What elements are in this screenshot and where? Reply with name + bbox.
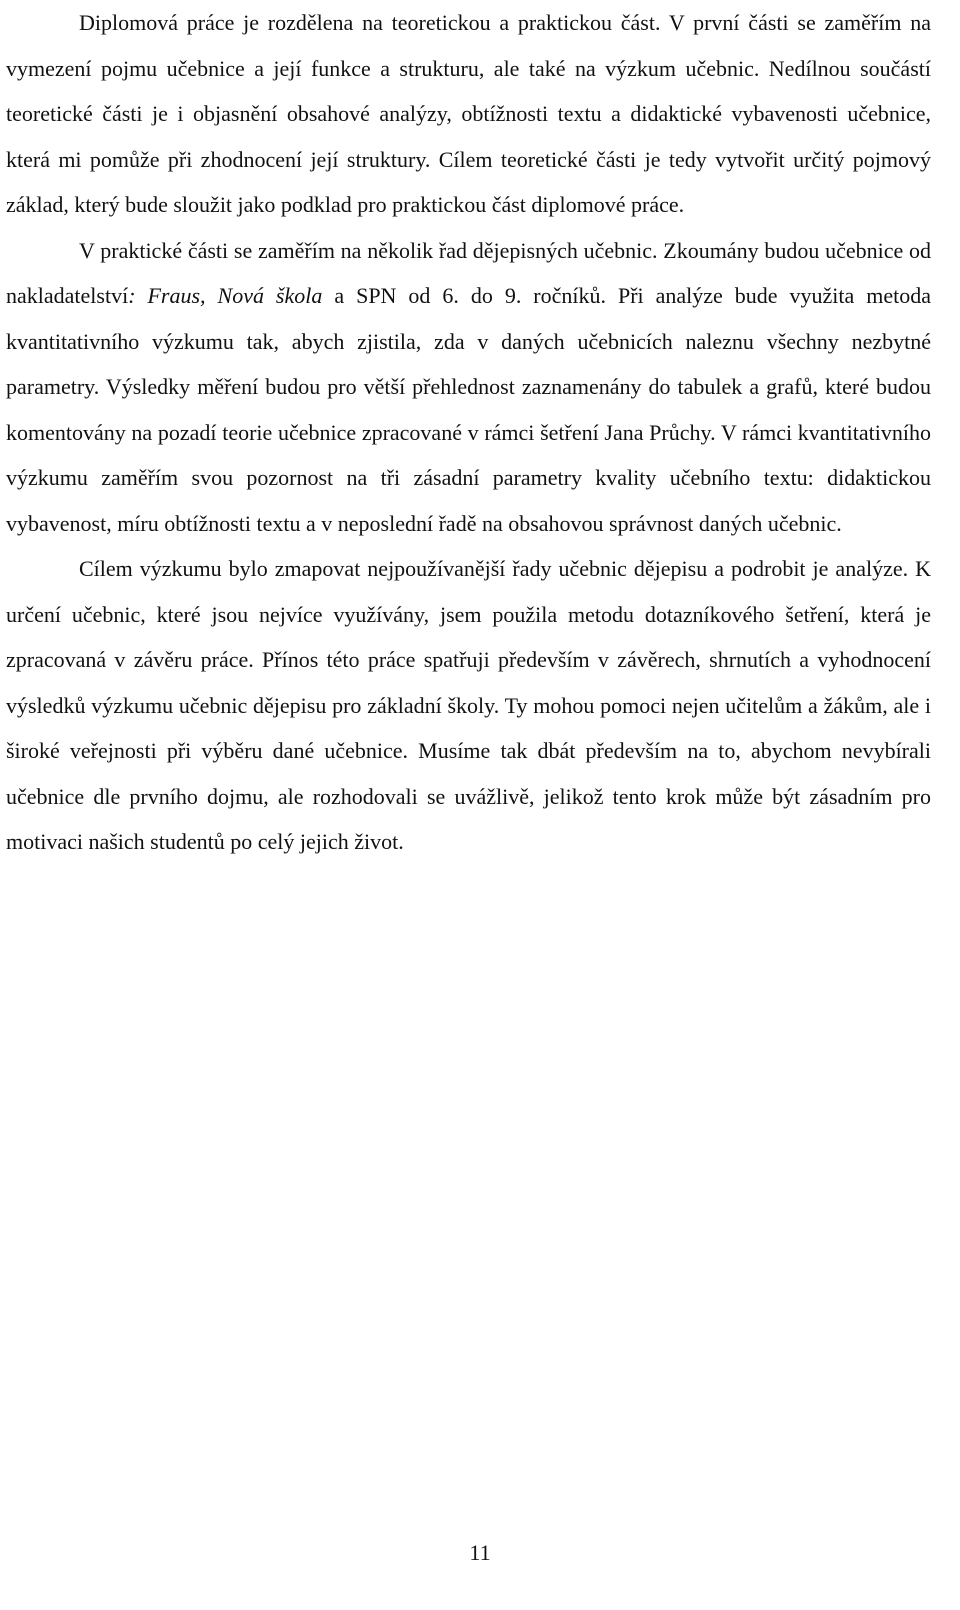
paragraph-2 xyxy=(6,228,931,547)
paragraph-1-text: Diplomová práce je rozdělena na teoretickou a praktickou část. V první části se zaměřím na vymezení pojmu učebnice a její funkce a strukturu, ale také na výzkum učebnic. Nedílnou součástí teoretické části je i objasnění obsahové analýzy, obtížnosti textu a didaktické vybavenosti učebnice, která mi pomůže při zhodnocení její struktury. Cílem teoretické části je tedy vytvořit určitý pojmový základ, který bude sloužit jako podklad pro praktickou část diplomové práce. xyxy=(6,10,931,217)
page-number: 11 xyxy=(469,1540,491,1565)
paragraph-3-text: Cílem výzkumu bylo zmapovat nejpoužívanější řady učebnic dějepisu a podrobit je analýze. K určení učebnic, které jsou nejvíce využívány, jsem použila metodu dotazníkového šetření, která je zpracovaná v závěru práce. Přínos této práce spatřuji především v závěrech, shrnutích a vyhodnocení výsledků výzkumu učebnic dějepisu pro základní školy. Ty mohou pomoci nejen učitelům a žákům, ale i široké veřejnosti při výběru dané učebnice. Musíme tak dbát především na to, abychom nevybírali učebnice dle prvního dojmu, ale rozhodovali se uvážlivě, jelikož tento krok může být zásadním pro motivaci našich studentů po celý jejich život. xyxy=(6,556,931,854)
body-text xyxy=(6,0,931,865)
paragraph-3 xyxy=(6,546,931,865)
paragraph-2-text-a: V praktické části se zaměřím na několik řad dějepisných učebnic. Zkoumány budou učebnice od nakladatelství xyxy=(6,237,931,308)
paragraph-2-text-b: a SPN od 6. do 9. ročníků. Při analýze bude využita metoda kvantitativního výzkumu tak, abych zjistila, zda v daných učebnicích naleznu všechny nezbytné parametry. Výsledky měření budou pro větší přehlednost zaznamenány do tabulek a grafů, které budou komentovány na pozadí teorie učebnice zpracované v rámci šetření Jana Průchy. V rámci kvantitativního výzkumu zaměřím svou pozornost na tři zásadní parametry kvality učebního textu: didaktickou vybavenost, míru obtížnosti textu a v neposlední řadě na obsahovou správnost daných učebnic. xyxy=(6,283,931,536)
paragraph-1 xyxy=(6,0,931,228)
publisher-names: : Fraus, Nová škola xyxy=(128,283,323,308)
